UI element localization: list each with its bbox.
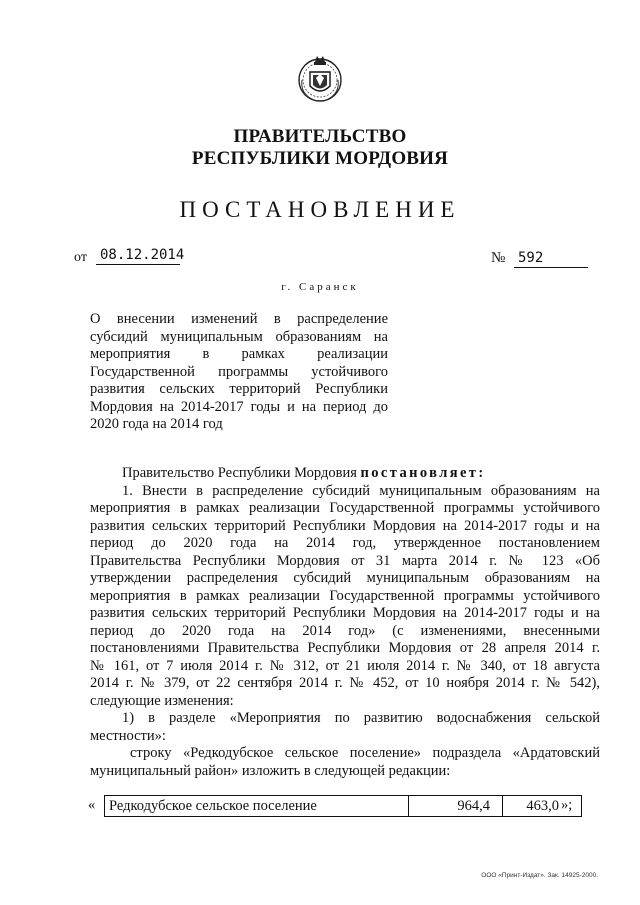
paragraph-2-line: 1) в разделе «Мероприятия по развитию водоснабжения сельской	[122, 710, 600, 726]
paragraph-1-line: период до 2020 года на 2014 год» (с изменениями, внесенными	[90, 622, 600, 639]
paragraph-1-line: развития сельских территорий Республики Мордовия на 2014-2017 годы и на	[90, 605, 600, 621]
subject-line: Государственной программы устойчивого	[90, 363, 388, 380]
document-number: 592	[514, 250, 588, 268]
settlement-name-cell: Редкодубское сельское поселение	[104, 796, 408, 816]
paragraph-2-line: местности»:	[90, 727, 166, 744]
document-type-title: ПОСТАНОВЛЕНИЕ	[179, 197, 461, 222]
paragraph-1-line: 1. Внести в распределение субсидий муниципальным образованиям на	[122, 482, 600, 499]
document-body	[90, 465, 600, 780]
replacement-table-row	[80, 795, 600, 815]
paragraph-1-line: Правительства Республики Мордовия от 31 марта 2014 г. № 123 «Об	[90, 552, 600, 569]
printer-footer: ООО «Принт-Издат». Зак. 14925-2000.	[481, 872, 598, 879]
paragraph-1-line: развития сельских территорий Республики Мордовия на 2014-2017 годы и на	[90, 517, 600, 534]
coat-of-arms-icon	[296, 50, 344, 106]
subject-line: 2020 года на 2014 год	[90, 416, 223, 432]
government-name-line1: ПРАВИТЕЛЬСТВО	[233, 126, 407, 147]
date-prefix: от	[74, 250, 87, 265]
value-cell-2: 463,0	[502, 796, 582, 816]
paragraph-3-line: муниципальный район» изложить в следующей редакции:	[90, 762, 451, 779]
paragraph-1-line: мероприятия в рамках реализации Государственной программы устойчивого	[90, 587, 600, 604]
subject-line: О внесении изменений в распределение	[90, 311, 388, 327]
intro-text: Правительство Республики Мордовия	[122, 465, 357, 481]
document-subject	[90, 311, 388, 434]
paragraph-1-line: период до 2020 года на 2014 год, утвержденное постановлением	[90, 535, 600, 551]
government-name	[0, 126, 640, 170]
government-name-line2: РЕСПУБЛИКИ МОРДОВИЯ	[191, 148, 449, 169]
paragraph-3-line: строку «Редкодубское сельское поселение» подраздела «Ардатовский	[130, 745, 600, 761]
document-date: 08.12.2014	[96, 247, 180, 265]
subject-line: мероприятия в рамках реализации	[90, 346, 388, 362]
table-row	[104, 795, 582, 817]
subject-line: субсидий муниципальным образованиям на	[90, 328, 388, 345]
paragraph-1-line: следующие изменения:	[90, 692, 234, 709]
opening-quote: «	[88, 797, 96, 813]
city-line: г. Саранск	[281, 281, 359, 293]
paragraph-1-line: утверждении распределения субсидий муниципальным образованиям на	[90, 570, 600, 586]
number-sign: №	[491, 250, 506, 266]
intro-line	[90, 465, 600, 483]
value-cell-1: 964,4	[408, 796, 502, 816]
intro-emphasis: постановляет:	[360, 465, 486, 481]
closing-quote: »;	[561, 797, 573, 813]
paragraph-1-line: 2014 г. № 379, от 22 сентября 2014 г. № 452, от 10 ноября 2014 г. № 542),	[90, 675, 600, 691]
paragraph-1-line: мероприятия в рамках реализации Государственной программы устойчивого	[90, 500, 600, 516]
subject-line: Мордовия на 2014-2017 годы и на период до	[90, 398, 388, 415]
subject-line: развития сельских территорий Республики	[90, 381, 388, 397]
paragraph-1-line: № 161, от 7 июля 2014 г. № 312, от 21 июля 2014 г. № 340, от 18 августа	[90, 657, 600, 674]
paragraph-1-line: постановлениями Правительства Республики Мордовия от 28 апреля 2014 г.	[90, 640, 600, 656]
